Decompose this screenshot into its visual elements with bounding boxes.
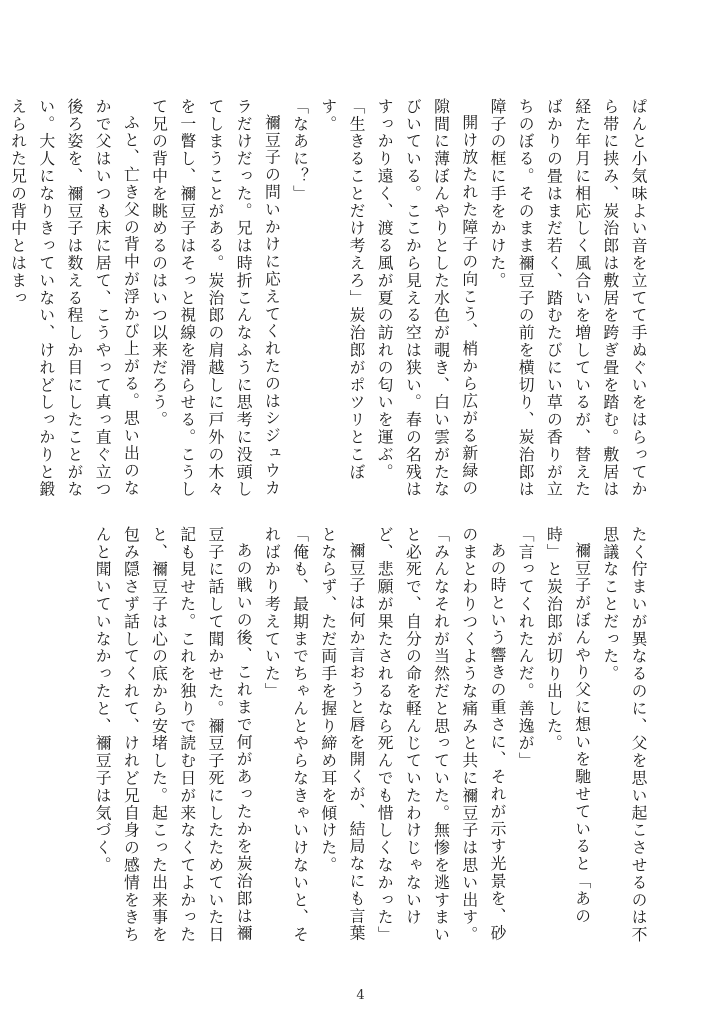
paragraph: 禰豆子の問いかけに応えてくれたのはシジュウカラだけだった。兄は時折こんなふうに思考に没頭してしまうことがある。炭治郎の肩越しに戸外の木々を一瞥し、禰豆子はそっと視線を滑らせる。こうして兄の背中を眺めるのはいつ以来だろう。 bbox=[149, 98, 282, 499]
lower-text-block bbox=[93, 526, 652, 944]
upper-text-block bbox=[8, 98, 652, 500]
paragraph: ふと、亡き父の背中が浮かび上がる。思い出のなかで父はいつも床に居て、こうやって真っ直ぐ立つ後ろ姿を、禰豆子は数える程しか目にしたことがない。大人になりきっていない、けれどしっかりと鍛えられた兄の背中とはまっ bbox=[8, 98, 141, 499]
paragraph: 禰豆子がぼんやり父に想いを馳せていると「あの時」と炭治郎が切り出した。 bbox=[544, 526, 592, 925]
dialogue-line: 「なあに？」 bbox=[290, 98, 310, 203]
dialogue-line: 「俺も、最期までちゃんとやらなきゃいけないと、そればかり考えていた」 bbox=[262, 526, 310, 944]
dialogue-line: 「みんなそれが当然だと思っていた。無惨を逃すまいと必死で、自分の命を軽んじていたわけじゃないけど、悲願が果たされるなら死んでも惜しくなかった」 bbox=[375, 526, 451, 944]
page-number: 4 bbox=[356, 988, 365, 1003]
paragraph: ぱんと小気味よい音を立てて手ぬぐいをはらってから帯に挟み、炭治郎は敷居を跨ぎ畳を踏む。敷居は経た年月に相応しく風合いを増しているが、替えたばかりの畳はまだ若く、踏むたびにい草の香りが立ちのぼる。そのまま禰豆子の前を横切り、炭治郎は障子の框に手をかけた。 bbox=[487, 98, 648, 499]
paragraph: 禰豆子は何か言おうと唇を開くが、結局なにも言葉とならず、ただ両手を握り締め耳を傾けた。 bbox=[318, 526, 366, 942]
paragraph: 開け放たれた障子の向こう、梢から広がる新緑の隙間に薄ぼんやりとした水色が覗き、白い雲がたなびいている。ここから見える空は狭い。春の名残はすっかり遠く、渡る風が夏の訪れの匂いを運ぶ。 bbox=[375, 98, 479, 499]
paragraph: あの戦いの後、これまで何があったかを炭治郎は禰豆子に話して聞かせた。禰豆子死にしたためていた日記も見せた。これを独りで読む日が来なくてよかったと、禰豆子は心の底から安堵した。起こった出来事を包み隠さず話してくれて、けれど兄自身の感情をきちんと聞いていなかったと、禰豆子は気づく。 bbox=[93, 526, 254, 944]
dialogue-line: 「言ってくれたんだ。善逸が」 bbox=[516, 526, 536, 770]
paragraph: あの時という響きの重さに、それが示す光景を、砂のまとわりつくような痛みと共に禰豆子は思い出す。 bbox=[459, 526, 507, 944]
dialogue-line: 「生きることだけ考えろ」炭治郎がポツリとこぼす。 bbox=[318, 98, 366, 481]
paragraph: たく佇まいが異なるのに、父を思い起こさせるのは不思議なことだった。 bbox=[600, 526, 648, 944]
